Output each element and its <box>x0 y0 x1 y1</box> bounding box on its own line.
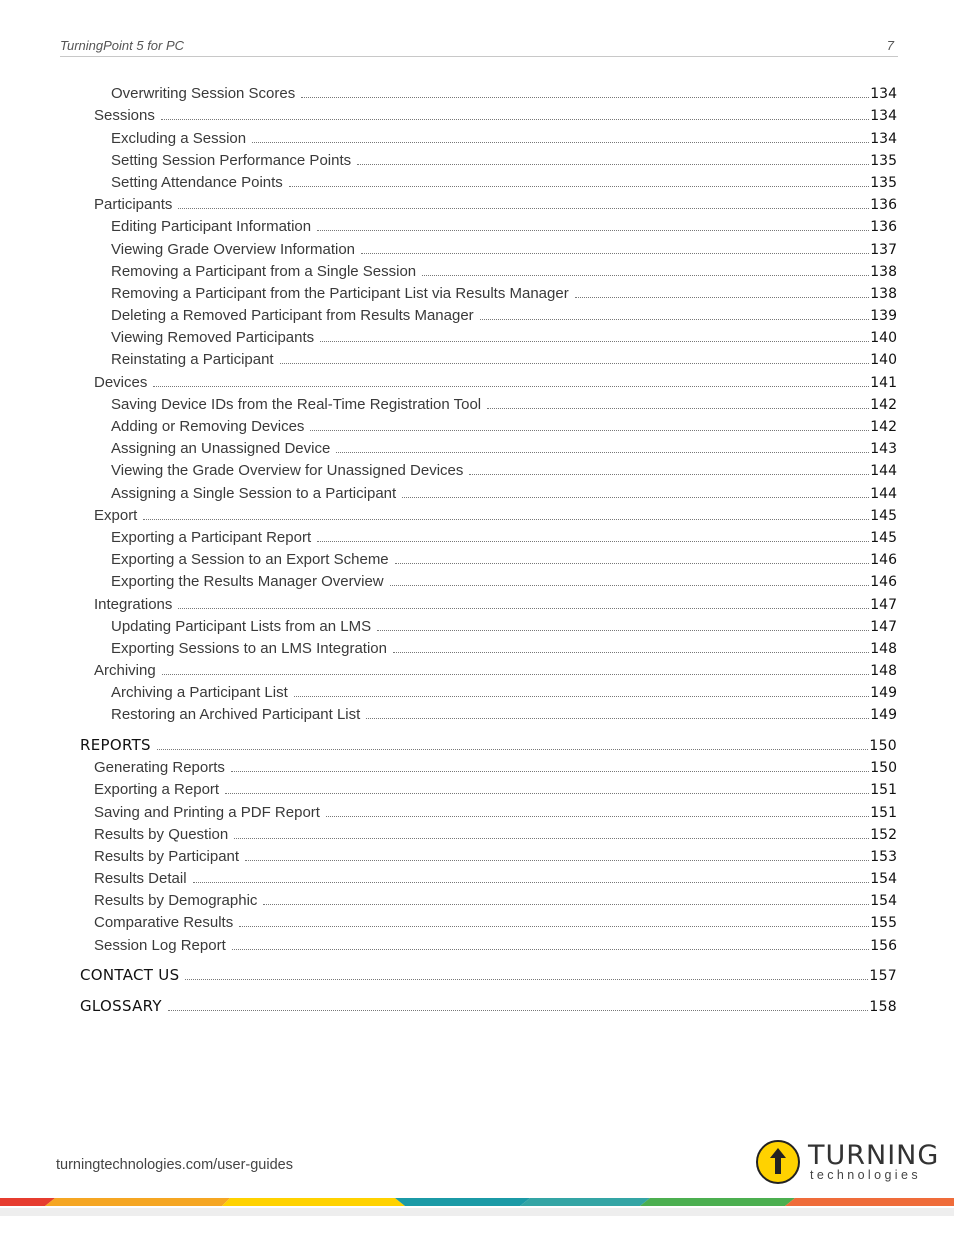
toc-entry[interactable] <box>94 191 897 213</box>
toc-entry[interactable] <box>94 368 897 390</box>
toc-entry-page: 152 <box>870 826 897 843</box>
toc-dot-leader <box>336 452 869 453</box>
toc-entry[interactable] <box>111 413 897 435</box>
toc-entry-page: 134 <box>870 86 897 103</box>
toc-entry-page: 136 <box>870 219 897 236</box>
toc-entry-page: 141 <box>870 374 897 391</box>
toc-entry-page: 136 <box>870 197 897 214</box>
stripe-segment <box>520 1198 650 1206</box>
toc-dot-leader <box>178 208 869 209</box>
toc-entry-label: Viewing Grade Overview Information <box>111 240 355 258</box>
toc-entry-label: Results Detail <box>94 870 187 888</box>
toc-entry[interactable] <box>111 613 897 635</box>
stripe-segment <box>45 1198 230 1206</box>
toc-entry[interactable] <box>94 657 897 679</box>
toc-entry[interactable] <box>111 635 897 657</box>
toc-dot-leader <box>377 630 869 631</box>
toc-entry[interactable] <box>94 931 897 953</box>
toc-entry-label: Results by Demographic <box>94 892 258 910</box>
stripe-segment <box>222 1198 405 1206</box>
toc-dot-leader <box>361 253 869 254</box>
toc-entry-page: 146 <box>870 574 897 591</box>
toc-entry-label: Excluding a Session <box>111 129 247 147</box>
toc-dot-leader <box>301 97 869 98</box>
toc-entry[interactable] <box>80 993 897 1015</box>
toc-dot-leader <box>239 926 869 927</box>
toc-entry[interactable] <box>111 80 897 102</box>
toc-entry-label: Viewing the Grade Overview for Unassigned Devices <box>111 462 464 480</box>
document-title: TurningPoint 5 for PC <box>60 38 185 53</box>
toc-dot-leader <box>480 319 870 320</box>
toc-entry-page: 158 <box>869 998 897 1015</box>
toc-dot-leader <box>487 408 869 409</box>
toc-entry-page: 140 <box>870 352 897 369</box>
toc-entry-label: Participants <box>94 196 173 214</box>
toc-entry[interactable] <box>111 280 897 302</box>
toc-entry-label: Results by Participant <box>94 847 240 865</box>
toc-entry-page: 147 <box>870 618 897 635</box>
toc-entry[interactable] <box>111 235 897 257</box>
toc-entry-label: Exporting a Report <box>94 781 220 799</box>
toc-entry[interactable] <box>94 754 897 776</box>
toc-dot-leader <box>575 297 870 298</box>
toc-entry-label: Assigning an Unassigned Device <box>111 440 331 458</box>
toc-entry-label: Removing a Participant from the Participant List via Results Manager <box>111 284 569 302</box>
toc-entry-label: Exporting the Results Manager Overview <box>111 573 384 591</box>
stripe-segment <box>785 1198 954 1206</box>
toc-entry-label: Setting Session Performance Points <box>111 151 352 169</box>
toc-entry-page: 138 <box>870 263 897 280</box>
toc-dot-leader <box>289 186 869 187</box>
toc-entry-page: 147 <box>870 596 897 613</box>
toc-dot-leader <box>161 119 869 120</box>
toc-entry-page: 154 <box>870 871 897 888</box>
toc-dot-leader <box>422 275 869 276</box>
toc-entry[interactable] <box>111 169 897 191</box>
page-header <box>60 38 898 57</box>
toc-dot-leader <box>157 749 869 750</box>
toc-entry-page: 148 <box>870 663 897 680</box>
footer-color-stripe <box>0 1196 954 1216</box>
toc-entry-label: Saving and Printing a PDF Report <box>94 803 320 821</box>
toc-entry[interactable] <box>94 865 897 887</box>
toc-entry-page: 138 <box>870 285 897 302</box>
toc-entry[interactable] <box>111 346 897 368</box>
toc-entry[interactable] <box>111 324 897 346</box>
toc-dot-leader <box>357 164 869 165</box>
toc-entry-label: Removing a Participant from a Single Session <box>111 262 417 280</box>
toc-entry-label: Devices <box>94 373 148 391</box>
toc-dot-leader <box>326 816 869 817</box>
toc-entry-label: REPORTS <box>80 735 151 754</box>
toc-entry-page: 145 <box>870 507 897 524</box>
toc-entry-label: Session Log Report <box>94 936 226 954</box>
toc-dot-leader <box>225 793 869 794</box>
toc-entry-label: Exporting a Session to an Export Scheme <box>111 551 389 569</box>
toc-dot-leader <box>168 1010 869 1011</box>
toc-dot-leader <box>294 696 870 697</box>
toc-dot-leader <box>317 541 869 542</box>
toc-entry-page: 155 <box>870 915 897 932</box>
toc-entry[interactable] <box>111 479 897 501</box>
toc-entry[interactable] <box>111 568 897 590</box>
toc-entry[interactable] <box>111 435 897 457</box>
toc-dot-leader <box>162 674 870 675</box>
toc-entry-label: Restoring an Archived Participant List <box>111 706 361 724</box>
toc-entry-page: 135 <box>870 152 897 169</box>
toc-entry-page: 139 <box>870 308 897 325</box>
toc-entry-page: 142 <box>870 396 897 413</box>
toc-entry-label: Archiving a Participant List <box>111 684 288 702</box>
toc-entry-label: Exporting Sessions to an LMS Integration <box>111 639 387 657</box>
toc-entry-page: 148 <box>870 640 897 657</box>
toc-entry-page: 154 <box>870 893 897 910</box>
toc-dot-leader <box>280 363 870 364</box>
toc-entry-label: Saving Device IDs from the Real-Time Registration Tool <box>111 395 482 413</box>
toc-entry-label: Archiving <box>94 662 156 680</box>
toc-entry[interactable] <box>80 732 897 754</box>
toc-entry-label: Overwriting Session Scores <box>111 85 296 103</box>
toc-dot-leader <box>393 652 869 653</box>
toc-dot-leader <box>310 430 869 431</box>
toc-entry[interactable] <box>111 546 897 568</box>
toc-entry[interactable] <box>111 701 897 723</box>
toc-dot-leader <box>252 142 869 143</box>
toc-entry-page: 144 <box>870 485 897 502</box>
toc-entry-page: 140 <box>870 330 897 347</box>
footer-url-link[interactable]: turningtechnologies.com/user-guides <box>56 1157 293 1173</box>
toc-entry[interactable] <box>94 590 897 612</box>
toc-dot-leader <box>469 474 869 475</box>
stripe-segment <box>395 1198 530 1206</box>
toc-entry-label: Sessions <box>94 107 155 125</box>
toc-entry-page: 146 <box>870 552 897 569</box>
toc-entry[interactable] <box>111 679 897 701</box>
toc-entry[interactable] <box>94 776 897 798</box>
toc-entry[interactable] <box>94 798 897 820</box>
turning-technologies-logo <box>756 1140 940 1188</box>
toc-entry-page: 134 <box>870 130 897 147</box>
toc-entry[interactable] <box>94 102 897 124</box>
toc-entry[interactable] <box>111 258 897 280</box>
toc-dot-leader <box>366 718 869 719</box>
toc-entry[interactable] <box>94 821 897 843</box>
toc-entry[interactable] <box>111 391 897 413</box>
toc-entry-page: 151 <box>870 804 897 821</box>
toc-entry-label: Editing Participant Information <box>111 218 312 236</box>
toc-entry-label: Updating Participant Lists from an LMS <box>111 617 372 635</box>
toc-entry-page: 151 <box>870 782 897 799</box>
toc-dot-leader <box>317 230 869 231</box>
toc-entry-label: Adding or Removing Devices <box>111 418 305 435</box>
page-number: 7 <box>886 38 894 53</box>
toc-entry-label: Setting Attendance Points <box>111 173 283 191</box>
toc-entry-label: Integrations <box>94 595 173 613</box>
toc-entry-label: Export <box>94 506 138 524</box>
toc-entry[interactable] <box>111 124 897 146</box>
toc-entry-page: 142 <box>870 419 897 435</box>
toc-entry-label: Generating Reports <box>94 759 225 777</box>
toc-entry-label: Comparative Results <box>94 914 234 932</box>
toc-entry-page: 137 <box>870 241 897 258</box>
toc-entry-page: 156 <box>870 937 897 954</box>
toc-entry[interactable] <box>111 524 897 546</box>
toc-entry-page: 143 <box>870 441 897 458</box>
toc-entry-page: 149 <box>870 685 897 702</box>
toc-entry-label: Assigning a Single Session to a Participant <box>111 484 397 502</box>
toc-dot-leader <box>143 519 869 520</box>
logo-sub-text: technologies <box>810 1168 921 1182</box>
toc-dot-leader <box>178 608 869 609</box>
toc-entry[interactable] <box>111 457 897 479</box>
toc-entry[interactable] <box>111 213 897 235</box>
toc-dot-leader <box>395 563 870 564</box>
logo-brand-text: TURNING <box>808 1140 940 1171</box>
toc-entry-label: GLOSSARY <box>80 996 162 1015</box>
toc-entry-page: 145 <box>870 529 897 546</box>
toc-entry[interactable] <box>94 502 897 524</box>
toc-dot-leader <box>263 904 869 905</box>
toc-entry-page: 135 <box>870 174 897 191</box>
toc-dot-leader <box>153 386 869 387</box>
toc-dot-leader <box>245 860 869 861</box>
toc-entry[interactable] <box>94 909 897 931</box>
toc-dot-leader <box>402 497 869 498</box>
toc-entry[interactable] <box>111 302 897 324</box>
toc-entry-label: Viewing Removed Participants <box>111 329 315 347</box>
toc-entry[interactable] <box>94 887 897 909</box>
toc-dot-leader <box>185 979 868 980</box>
toc-dot-leader <box>390 585 870 586</box>
toc-entry-page: 157 <box>869 968 897 985</box>
toc-entry-label: Deleting a Removed Participant from Results Manager <box>111 307 474 325</box>
table-of-contents <box>0 80 954 1015</box>
toc-entry-label: Exporting a Participant Report <box>111 528 312 546</box>
turning-logo-icon <box>756 1140 800 1184</box>
toc-entry-label: CONTACT US <box>80 966 180 985</box>
toc-dot-leader <box>234 838 869 839</box>
toc-entry-page: 149 <box>870 707 897 724</box>
toc-entry-page: 134 <box>870 108 897 125</box>
toc-entry-page: 153 <box>870 848 897 865</box>
toc-entry-label: Results by Question <box>94 825 229 843</box>
toc-dot-leader <box>231 771 869 772</box>
toc-dot-leader <box>320 341 869 342</box>
toc-entry[interactable] <box>80 962 897 984</box>
toc-entry-page: 150 <box>869 737 897 754</box>
stripe-segment <box>640 1198 795 1206</box>
toc-entry-page: 144 <box>870 463 897 480</box>
toc-entry-page: 150 <box>870 760 897 777</box>
toc-dot-leader <box>232 949 870 950</box>
toc-entry-label: Reinstating a Participant <box>111 351 274 369</box>
toc-entry[interactable] <box>111 147 897 169</box>
toc-entry[interactable] <box>94 843 897 865</box>
toc-dot-leader <box>193 882 870 883</box>
